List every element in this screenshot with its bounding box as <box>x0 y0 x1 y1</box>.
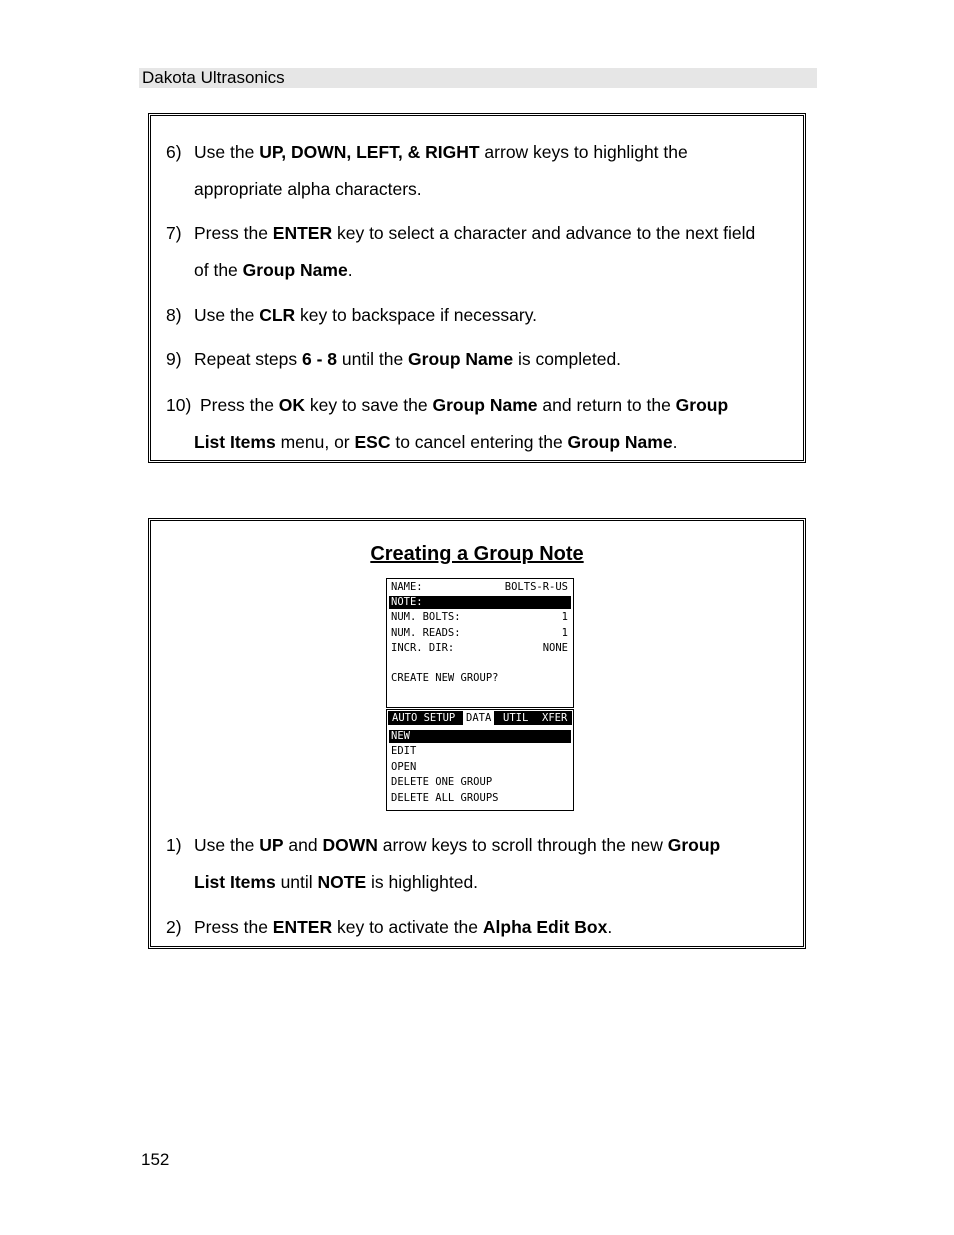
lcd-row-value: BOLTS-R-US <box>504 581 568 593</box>
bold-term: Group Name <box>432 395 538 415</box>
lcd-row-value: 1 <box>561 626 568 639</box>
bold-term: CLR <box>259 305 296 325</box>
text-run: key to backspace if necessary. <box>295 305 538 325</box>
text-run: menu, or <box>275 432 355 452</box>
menu-item-delete-all-groups[interactable]: DELETE ALL GROUPS <box>391 791 499 804</box>
menu-tab-util[interactable]: UTIL <box>503 712 529 724</box>
text-run: Press the <box>200 395 279 415</box>
section-title: Creating a Group Note <box>370 543 584 565</box>
step-9 <box>166 349 806 369</box>
bold-term: ENTER <box>272 223 333 243</box>
bold-term: DOWN <box>322 835 378 855</box>
text-run: . <box>672 432 678 452</box>
text-run: until the <box>337 349 409 369</box>
text-run: Repeat steps <box>194 349 302 369</box>
text-run: and <box>283 835 323 855</box>
bold-term: Group Name <box>408 349 514 369</box>
bold-term: ESC <box>354 432 391 452</box>
step-number: 6) <box>166 142 182 162</box>
text-run: Use the <box>194 305 260 325</box>
page-number: 152 <box>141 1150 170 1169</box>
text-run: until <box>275 872 318 892</box>
menu-tab-bar <box>388 711 572 725</box>
bold-term: NOTE <box>317 872 367 892</box>
text-run: Use the <box>194 142 260 162</box>
step-6 <box>166 142 806 199</box>
step-10 <box>166 395 806 452</box>
step-number: 2) <box>166 917 182 937</box>
note-step-2 <box>166 917 806 937</box>
lcd-row-label: NAME: <box>391 581 423 593</box>
text-run: Use the <box>194 835 260 855</box>
step-number: 10) <box>166 395 192 415</box>
step-number: 9) <box>166 349 182 369</box>
lcd-row-label: NUM. BOLTS: <box>391 611 461 624</box>
step-number: 7) <box>166 223 182 243</box>
lcd-row <box>389 611 571 624</box>
text-run: . <box>607 917 613 937</box>
text-run: arrow keys to scroll through the new <box>377 835 668 855</box>
bold-term: Group <box>675 395 729 415</box>
bold-term: Group Name <box>567 432 673 452</box>
steps-box-group-name <box>148 113 806 463</box>
menu-item-edit[interactable]: EDIT <box>391 745 417 758</box>
lcd-row-label: INCR. DIR: <box>391 641 455 654</box>
bold-term: List Items <box>194 872 276 892</box>
text-run: . <box>347 260 353 280</box>
lcd-row <box>389 642 571 655</box>
lcd-row-label: CREATE NEW GROUP? <box>391 672 499 685</box>
lcd-row-value: 1 <box>561 611 568 624</box>
bold-term: Alpha Edit Box <box>482 917 608 937</box>
text-run: key to activate the <box>332 917 483 937</box>
menu-tab-data[interactable]: DATA <box>463 711 494 725</box>
bold-term: UP <box>259 835 284 855</box>
lcd-row-value: NONE <box>542 641 568 654</box>
lcd-row <box>389 581 571 594</box>
menu-item-open[interactable]: OPEN <box>391 760 417 773</box>
running-header <box>139 68 817 88</box>
menu-item-new[interactable]: NEW <box>389 730 571 743</box>
lcd-row-label: NOTE: <box>391 596 423 609</box>
header-title: Dakota Ultrasonics <box>142 68 285 87</box>
bold-term: ENTER <box>272 917 333 937</box>
text-run: and return to the <box>537 395 676 415</box>
text-run: Press the <box>194 917 273 937</box>
text-run: of the <box>194 260 243 280</box>
step-number: 1) <box>166 835 182 855</box>
bold-term: Group Name <box>242 260 348 280</box>
step-number: 8) <box>166 305 182 325</box>
menu-item-delete-one-group[interactable]: DELETE ONE GROUP <box>391 776 493 789</box>
text-run: key to select a character and advance to the next field <box>332 223 756 243</box>
text-run: arrow keys to highlight the <box>479 142 688 162</box>
lcd-menu-screen <box>386 709 574 811</box>
text-run: key to save the <box>305 395 433 415</box>
steps-box-group-note <box>148 518 806 949</box>
step-7 <box>166 223 806 280</box>
lcd-row <box>389 657 571 670</box>
lcd-row-label: NUM. READS: <box>391 626 461 639</box>
lcd-row <box>389 596 571 609</box>
lcd-group-screen <box>386 578 574 708</box>
lcd-row <box>389 627 571 640</box>
bold-term: 6 - 8 <box>301 349 338 369</box>
menu-tab-xfer[interactable]: XFER <box>542 712 568 724</box>
menu-tab-auto-setup[interactable]: AUTO SETUP <box>392 712 456 724</box>
step-continuation <box>194 432 677 452</box>
bold-term: UP, DOWN, LEFT, & RIGHT <box>259 142 480 162</box>
step-8 <box>166 305 806 325</box>
step-continuation <box>194 872 478 892</box>
step-continuation <box>194 260 353 280</box>
note-step-1 <box>166 835 806 892</box>
bold-term: List Items <box>194 432 276 452</box>
bold-term: Group <box>667 835 721 855</box>
step-continuation <box>194 179 422 199</box>
text-run: is highlighted. <box>366 872 479 892</box>
lcd-row <box>389 672 571 685</box>
bold-term: OK <box>278 395 306 415</box>
text-run: is completed. <box>513 349 622 369</box>
text-run: to cancel entering the <box>390 432 568 452</box>
text-run: appropriate alpha characters. <box>194 179 422 199</box>
text-run: Press the <box>194 223 273 243</box>
